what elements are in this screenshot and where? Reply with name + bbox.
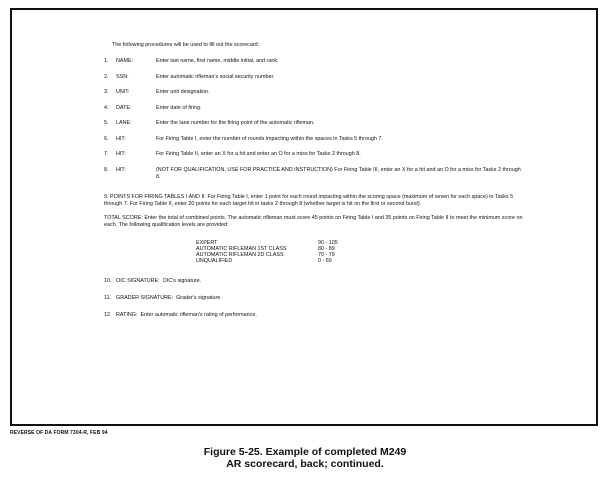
qualification-levels-table <box>196 240 346 264</box>
qualification-row: AUTOMATIC RIFLEMAN 1ST CLASS 80 - 89 <box>196 245 335 252</box>
points-paragraph: 9. POINTS FOR FIRING TABLES I AND II: For Firing Table I, enter 1 point for each round impacting within the scoring space (maximum of seven for each space) in Tasks 5 through 7. For Firing Table II, enter 20 points for each target hit in tasks 2 through 8 (whether target is hit on the first or second burst). <box>104 193 514 207</box>
instruction-item-date: 4. DATE: Enter date of firing. <box>104 104 202 111</box>
instruction-item-ssn: 2. SSN: Enter automatic rifleman's social security number. <box>104 73 275 80</box>
qualification-row: UNQUALIFIED 0 - 69 <box>196 257 332 264</box>
instruction-item-rating: 12. RATING: Enter automatic rifleman's rating of performance. <box>104 311 257 318</box>
instruction-item-oic-signature: 10. OIC SIGNATURE: OIC's signature. <box>104 277 202 284</box>
figure-caption <box>0 446 610 470</box>
instruction-item-name: 1. NAME: Enter last name, first name, middle initial, and rank. <box>104 58 279 64</box>
form-label: REVERSE OF DA FORM 7304-R, FEB 94 <box>10 430 108 436</box>
qualification-row: EXPERT 90 - 105 <box>196 239 338 246</box>
total-score-paragraph: TOTAL SCORE: Enter the total of combined points. The automatic rifleman must score 45 points on Firing Table I and 35 points on Firing Table II to meet the minimum score on each. The following qualification levels are provided: <box>104 214 523 228</box>
instruction-item-hit-table-3: 8. HIT: (NOT FOR QUALIFICATION, USE FOR PRACTICE AND INSTRUCTION) For Firing Table III, enter an X for a hit and an O for a miss for Tasks 2 through 8. <box>104 166 521 180</box>
caption-line-1: Figure 5-25. Example of completed M249 <box>203 446 407 458</box>
qualification-row: AUTOMATIC RIFLEMAN 2D CLASS 70 - 79 <box>196 251 335 258</box>
scorecard-instructions <box>104 42 524 327</box>
instruction-item-grader-signature: 11. GRADER SIGNATURE: Grader's signature. <box>104 294 222 301</box>
instruction-item-hit-table-1: 6. HIT: For Firing Table I, enter the number of rounds impacting within the spaces in Tasks 5 through 7. <box>104 135 383 142</box>
intro-text: The following procedures will be used to fill out the scorecard: <box>112 42 260 48</box>
instruction-item-lane: 5. LANE: Enter the lane number for the firing point of the automatic rifleman. <box>104 120 315 126</box>
instruction-item-unit: 3. UNIT: Enter unit designation. <box>104 89 210 95</box>
instruction-item-hit-table-2: 7. HIT: For Firing Table II, enter an X for a hit and enter an O for a miss for Tasks 2 through 8. <box>104 151 361 157</box>
caption-line-2: AR scorecard, back; continued. <box>226 458 384 470</box>
